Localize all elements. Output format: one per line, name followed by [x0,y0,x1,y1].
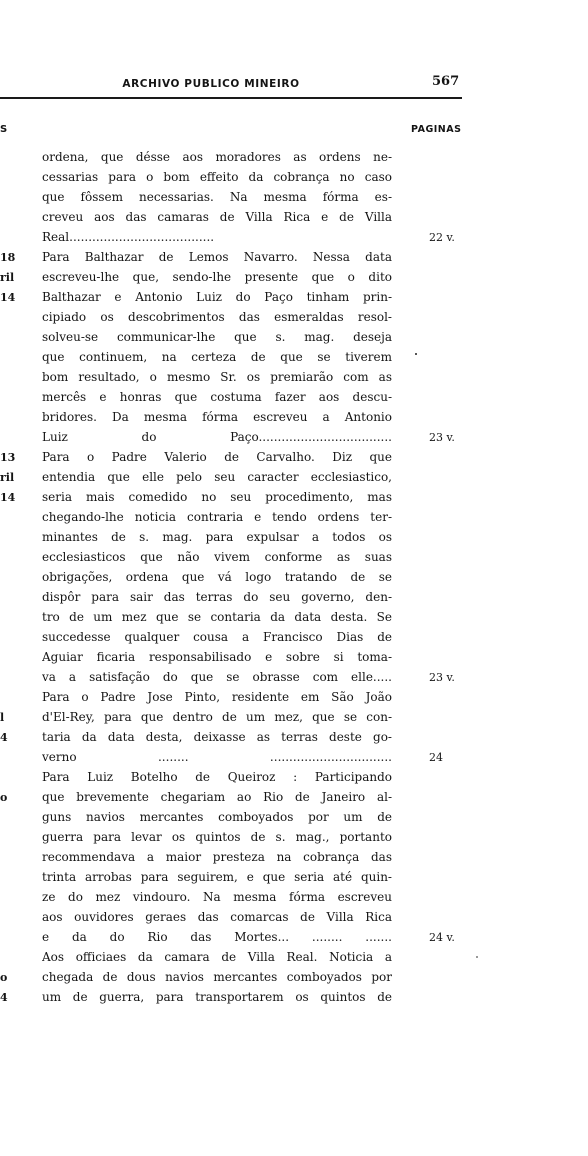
page-reference: 23 v. [429,431,455,444]
margin-date-fragment: ril [0,471,15,484]
text-line: guns navios mercantes comboyados por um de [42,810,392,824]
text-line: bridores. Da mesma fórma escreveu a Antonio [42,410,392,424]
text-line: seria mais comedido no seu procedimento, mas [42,490,392,504]
page-reference: 24 v. [429,931,455,944]
text-line: escreveu-lhe que, sendo-lhe presente que o dito [42,270,392,284]
text-line: creveu aos das camaras de Villa Rica e de Villa [42,210,392,224]
text-line: trinta arrobas para seguirem, e que seria até quin- [42,870,392,884]
text-line: tro de um mez que se contaria da data desta. Se [42,610,392,624]
text-line: obrigações, ordena que vá logo tratando de se [42,570,392,584]
page-reference: 23 v. [429,671,455,684]
text-line: mercês e honras que costuma fazer aos descu- [42,390,392,404]
margin-date-fragment: o [0,971,8,984]
text-line: bom resultado, o mesmo Sr. os premiarão com as [42,370,392,384]
text-line: chegada de dous navios mercantes comboyados por [42,970,392,984]
margin-date-fragment: 18 [0,251,16,264]
page-reference: 24 [429,751,443,764]
text-line: solveu-se communicar-lhe que s. mag. deseja [42,330,392,344]
text-line: Luiz do Paço................................... [42,430,392,444]
text-line: aos ouvidores geraes das comarcas de Villa Rica [42,910,392,924]
margin-date-fragment: 14 [0,291,16,304]
text-line: Real...................................... [42,230,215,244]
margin-date-fragment: 14 [0,491,16,504]
text-line: entendia que elle pelo seu caracter ecclesiastico, [42,470,392,484]
paginas-column-heading: PAGINAS [411,124,462,135]
text-line: cipiado os descobrimentos das esmeraldas resol- [42,310,392,324]
margin-date-fragment: 13 [0,451,16,464]
text-line: ze do mez vindouro. Na mesma fórma escreveu [42,890,392,904]
print-speck [415,353,417,355]
text-line: minantes de s. mag. para expulsar a todos os [42,530,392,544]
page-reference: 22 v. [429,231,455,244]
text-line: ecclesiasticos que não vivem conforme as suas [42,550,392,564]
text-line: Para Balthazar de Lemos Navarro. Nessa data [42,250,392,264]
margin-date-fragment: o [0,791,8,804]
text-line: d'El-Rey, para que dentro de um mez, que se con- [42,710,392,724]
text-line: guerra para levar os quintos de s. mag., portanto [42,830,392,844]
text-line: Balthazar e Antonio Luiz do Paço tinham prin- [42,290,392,304]
text-line: succedesse qualquer cousa a Francisco Dias de [42,630,392,644]
margin-date-fragment: ril [0,271,15,284]
page-number: 567 [432,74,460,89]
text-line: Para o Padre Valerio de Carvalho. Diz que [42,450,392,464]
text-line: Aguiar ficaria responsabilisado e sobre si toma- [42,650,392,664]
text-line: que fôssem necessarias. Na mesma fórma es- [42,190,392,204]
text-line: Para Luiz Botelho de Queiroz : Participando [42,770,392,784]
text-line: que continuem, na certeza de que se tiverem [42,350,392,364]
print-speck [476,956,478,958]
margin-date-fragment: 4 [0,991,8,1004]
margin-date-fragment: l [0,711,5,724]
running-header-title: ARCHIVO PUBLICO MINEIRO [122,78,300,90]
text-line: dispôr para sair das terras do seu governo, den- [42,590,392,604]
text-line: taria da data desta, deixasse as terras deste go- [42,730,392,744]
text-line: verno ........ ................................ [42,750,392,764]
text-line: que brevemente chegariam ao Rio de Janeiro al- [42,790,392,804]
text-line: Aos officiaes da camara de Villa Real. Noticia a [42,950,392,964]
text-line: e da do Rio das Mortes... ........ ....... [42,930,392,944]
text-line: recommendava a maior presteza na cobrança das [42,850,392,864]
text-line: um de guerra, para transportarem os quintos de [42,990,392,1004]
text-line: chegando-lhe noticia contraria e tendo ordens ter- [42,510,392,524]
text-line: cessarias para o bom effeito da cobrança no caso [42,170,392,184]
text-line: ordena, que désse aos moradores as ordens ne- [42,150,392,164]
header-rule [0,97,462,99]
text-line: Para o Padre Jose Pinto, residente em São João [42,690,392,704]
margin-date-fragment: 4 [0,731,8,744]
text-line: va a satisfação do que se obrasse com elle..... [42,670,392,684]
left-column-heading: S [0,124,8,135]
